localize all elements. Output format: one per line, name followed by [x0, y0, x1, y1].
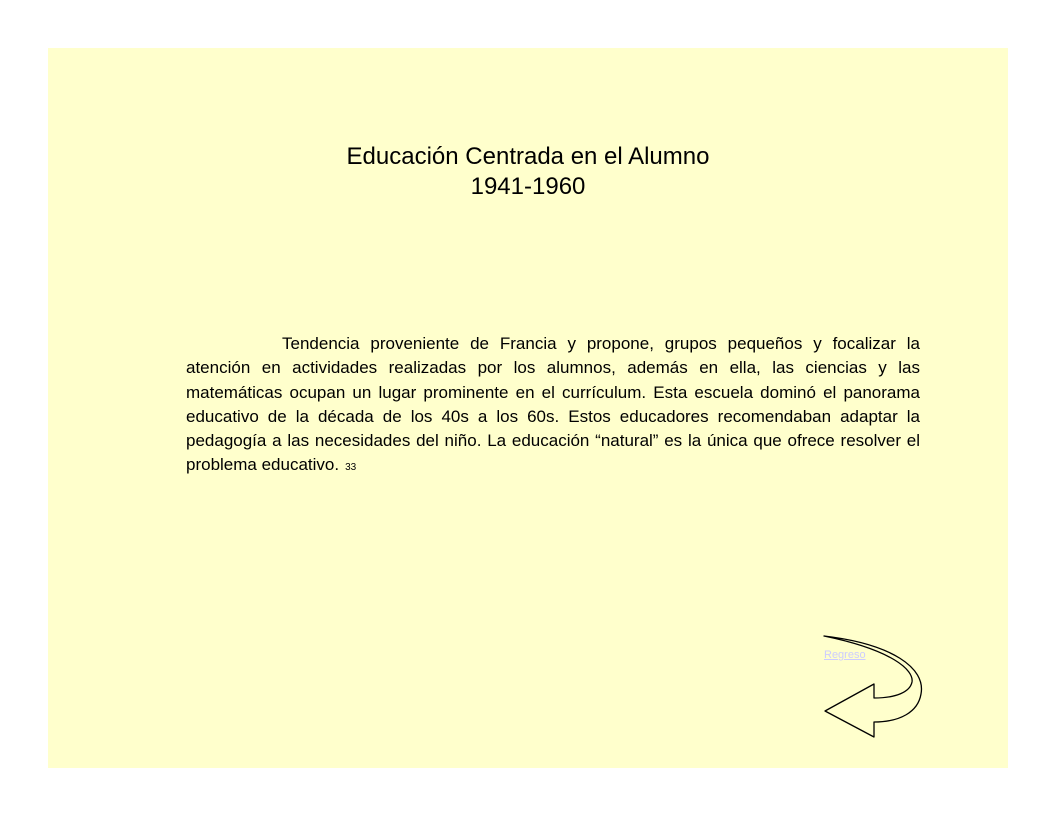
return-link[interactable]: Regreso — [824, 649, 866, 661]
title-line-2: 1941-1960 — [470, 173, 586, 200]
footnote-number: 33 — [345, 462, 357, 474]
body-text: Tendencia proveniente de Francia y propone, grupos pequeños y focalizar la atención en actividades realizadas por los alumnos, además en ella, las ciencias y las matemáticas ocupan un lugar prominente en el currículum. Esta escuela dominó el panorama educativo de la década de los 40s a los 60s. Estos educadores recomendaban adaptar la pedagogía a las necesidades del niño. La educación “natural” es la única que ofrece resolver el problema educativo. — [186, 334, 920, 475]
slide — [48, 48, 1008, 768]
body-paragraph — [186, 332, 920, 481]
slide-title — [48, 142, 1008, 202]
title-line-1: Educación Centrada en el Alumno — [346, 143, 710, 170]
